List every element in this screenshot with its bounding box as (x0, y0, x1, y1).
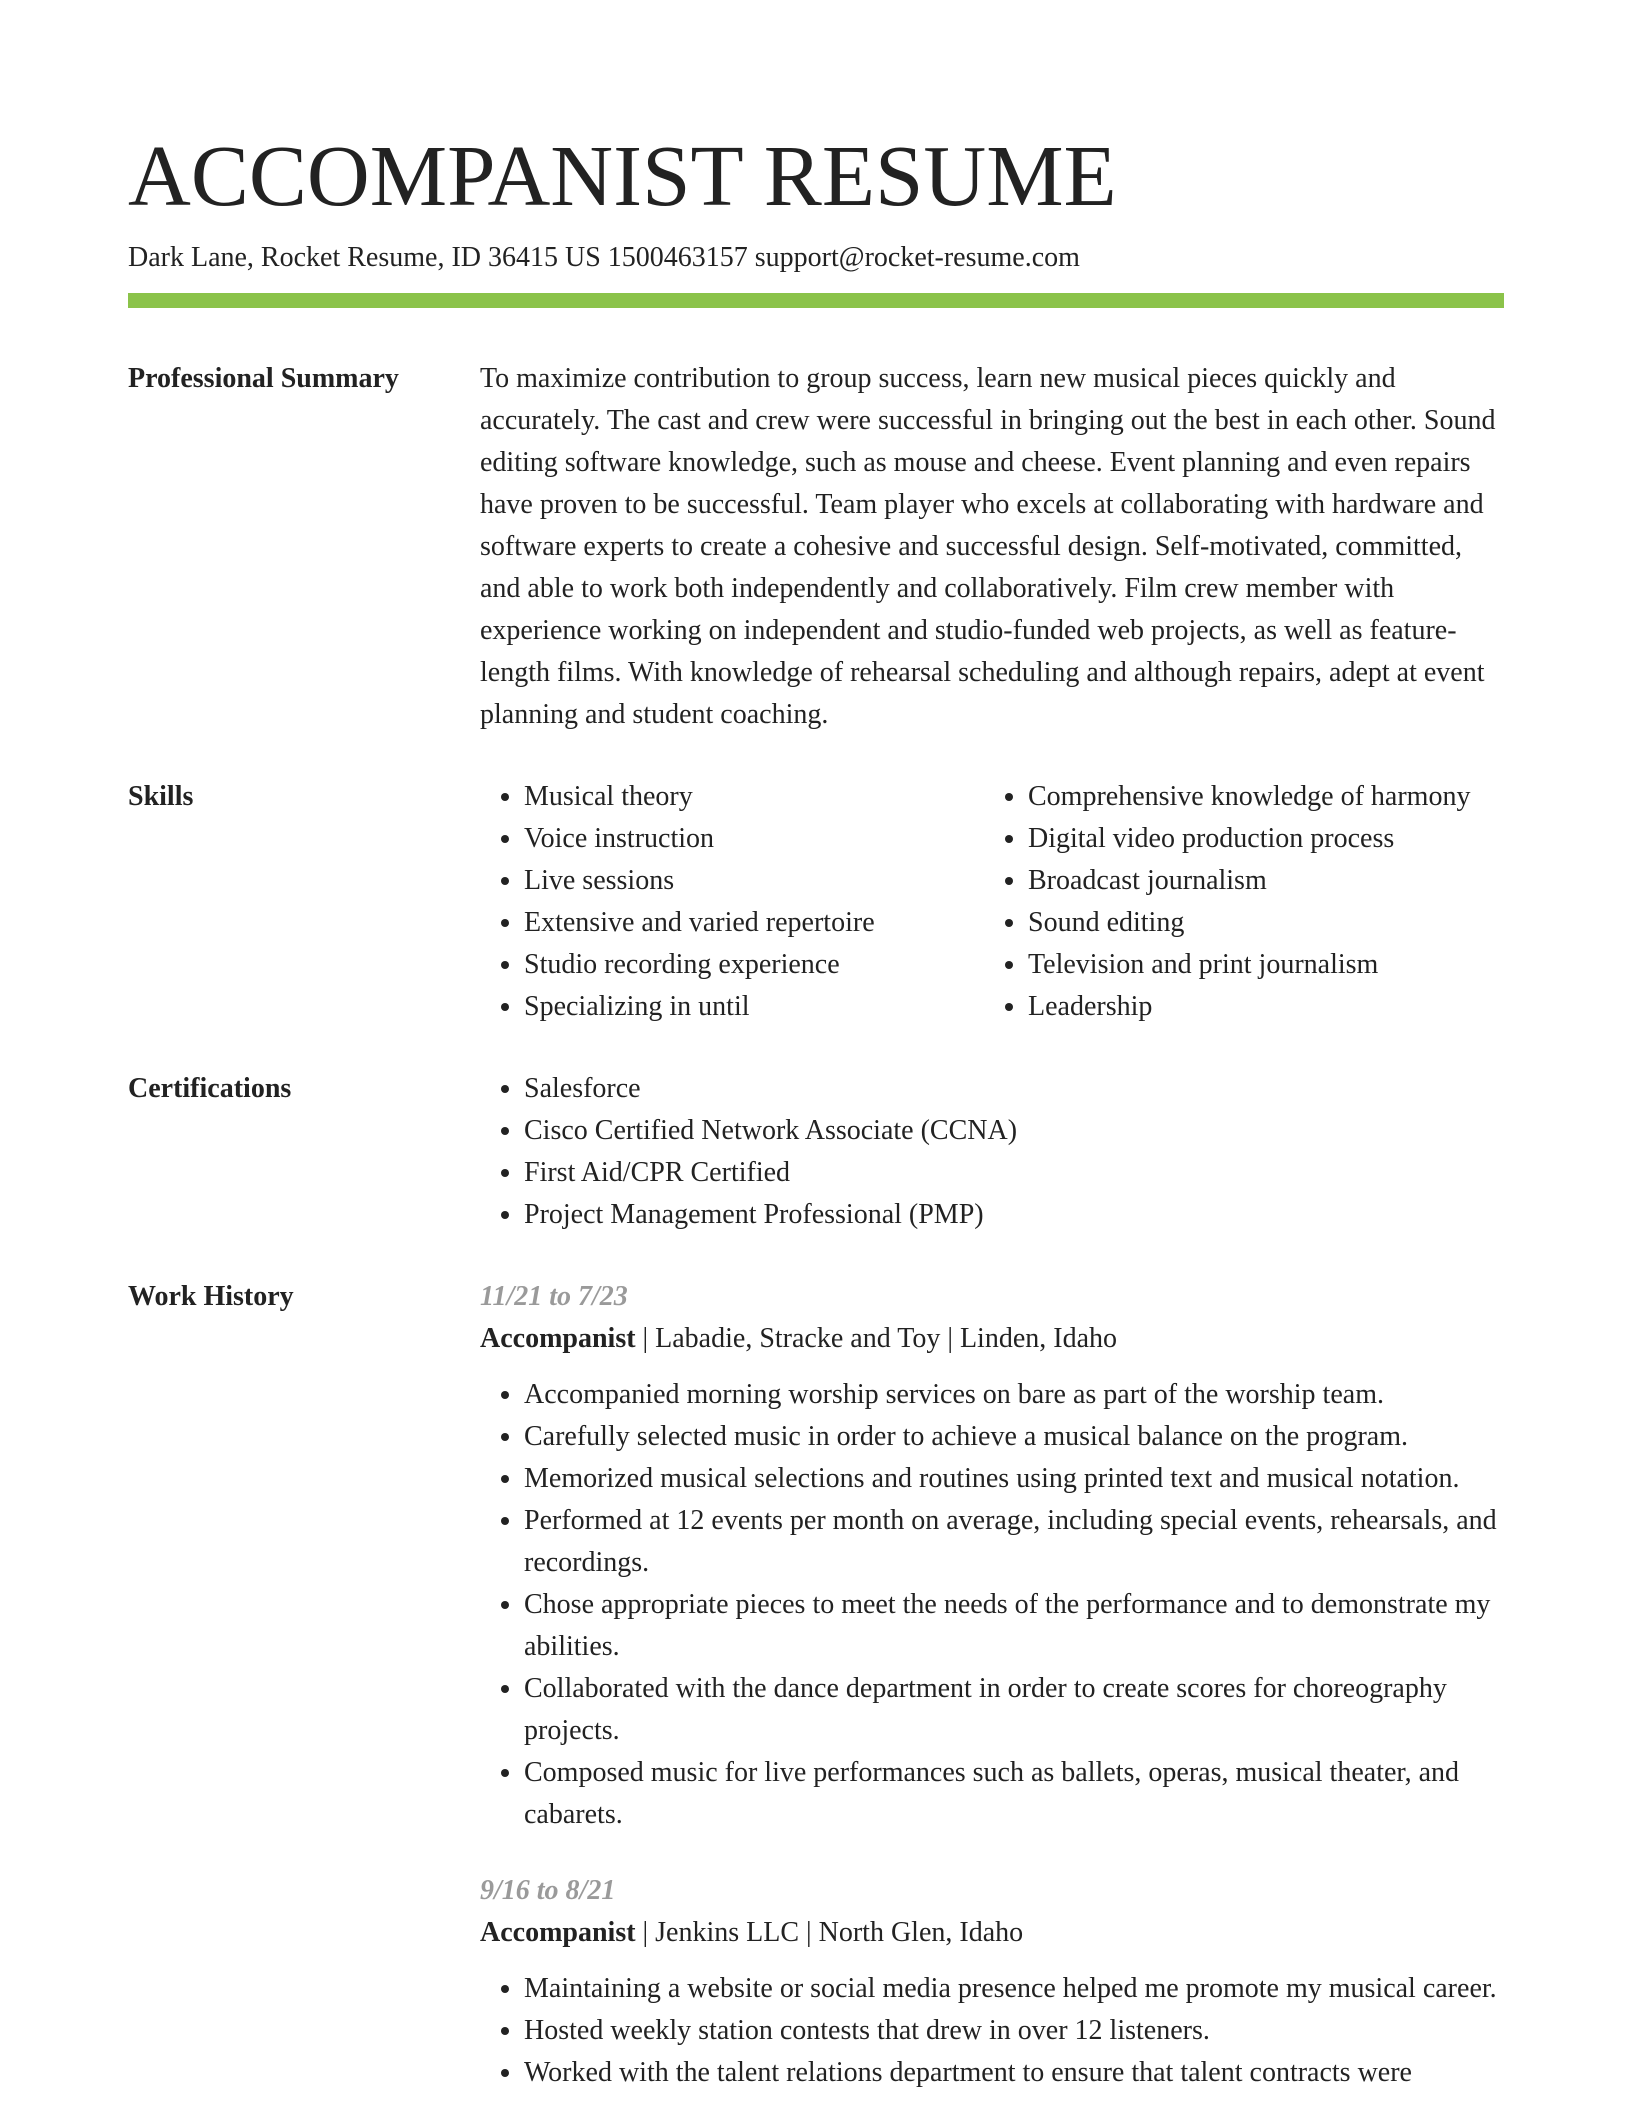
job-bullet: • Collaborated with the dance department in order to create scores for choreography projects. (524, 1668, 1504, 1752)
certifications-label: Certifications (128, 1072, 292, 1104)
job-employer: | Jenkins LLC | North Glen, Idaho (635, 1916, 1024, 1948)
skills-section (128, 776, 1504, 1028)
skill-item: • Sound editing (1028, 902, 1504, 944)
contact-line: Dark Lane, Rocket Resume, ID 36415 US 1500463157 support@rocket-resume.com (128, 242, 1080, 273)
job-employer: | Labadie, Stracke and Toy | Linden, Idaho (635, 1322, 1118, 1354)
job-title: Accompanist (480, 1916, 636, 1948)
job-bullet: • Worked with the talent relations department to ensure that talent contracts were (524, 2052, 1504, 2094)
skill-item: • Television and print journalism (1028, 944, 1504, 986)
job-date: 11/21 to 7/23 (480, 1280, 628, 1312)
header-divider (128, 293, 1504, 308)
skill-item: • Voice instruction (524, 818, 984, 860)
skill-item: • Musical theory (524, 776, 984, 818)
job-date: 9/16 to 8/21 (480, 1874, 616, 1906)
certifications-list (480, 1068, 1504, 1236)
skill-item: • Comprehensive knowledge of harmony (1028, 776, 1504, 818)
certification-item: • Project Management Professional (PMP) (524, 1194, 1504, 1236)
job-bullet: • Memorized musical selections and routines using printed text and musical notation. (524, 1458, 1504, 1500)
certification-item: • Salesforce (524, 1068, 1504, 1110)
job-bullets (480, 1968, 1504, 2094)
job-entry (480, 1276, 1504, 1836)
resume-title: ACCOMPANIST RESUME (128, 127, 1117, 224)
job-bullet: • Composed music for live performances such as ballets, operas, musical theater, and cabarets. (524, 1752, 1504, 1836)
skill-item: • Specializing in until (524, 986, 984, 1028)
summary-text: To maximize contribution to group success, learn new musical pieces quickly and accurately. The cast and crew were successful in bringing out the best in each other. Sound editing software knowledge, such as mouse and cheese. Event planning and even repairs have proven to be successful. Team player who excels at collaborating with hardware and software experts to create a cohesive and successful design. Self-motivated, committed, and able to work both independently and collaboratively. Film crew member with experience working on independent and studio-funded web projects, as well as feature-length films. With knowledge of rehearsal scheduling and although repairs, adept at event planning and student coaching. (480, 362, 1496, 730)
job-bullet: • Chose appropriate pieces to meet the needs of the performance and to demonstrate my abilities. (524, 1584, 1504, 1668)
work-history-section (128, 1276, 1504, 2128)
job-bullet: • Carefully selected music in order to achieve a musical balance on the program. (524, 1416, 1504, 1458)
skill-item: • Broadcast journalism (1028, 860, 1504, 902)
resume-page (128, 120, 1504, 2128)
skill-item: • Studio recording experience (524, 944, 984, 986)
certifications-section (128, 1068, 1504, 1236)
summary-section (128, 358, 1504, 736)
skill-item: • Live sessions (524, 860, 984, 902)
job-bullets (480, 1374, 1504, 1836)
certification-item: • Cisco Certified Network Associate (CCNA) (524, 1110, 1504, 1152)
skills-list-right (984, 776, 1504, 1028)
certification-item: • First Aid/CPR Certified (524, 1152, 1504, 1194)
work-history-label: Work History (128, 1280, 294, 1312)
job-title: Accompanist (480, 1322, 636, 1354)
job-bullet: • Accompanied morning worship services on bare as part of the worship team. (524, 1374, 1504, 1416)
job-entry (480, 1870, 1504, 2094)
skills-label: Skills (128, 780, 194, 812)
summary-label: Professional Summary (128, 362, 399, 394)
job-bullet: • Performed at 12 events per month on average, including special events, rehearsals, and recordings. (524, 1500, 1504, 1584)
job-bullet: • Maintaining a website or social media presence helped me promote my musical career. (524, 1968, 1504, 2010)
job-bullet: • Hosted weekly station contests that drew in over 12 listeners. (524, 2010, 1504, 2052)
skill-item: • Leadership (1028, 986, 1504, 1028)
skill-item: • Digital video production process (1028, 818, 1504, 860)
job-title-line (480, 1912, 1504, 1954)
skill-item: • Extensive and varied repertoire (524, 902, 984, 944)
job-title-line (480, 1318, 1504, 1360)
skills-list-left (480, 776, 984, 1028)
